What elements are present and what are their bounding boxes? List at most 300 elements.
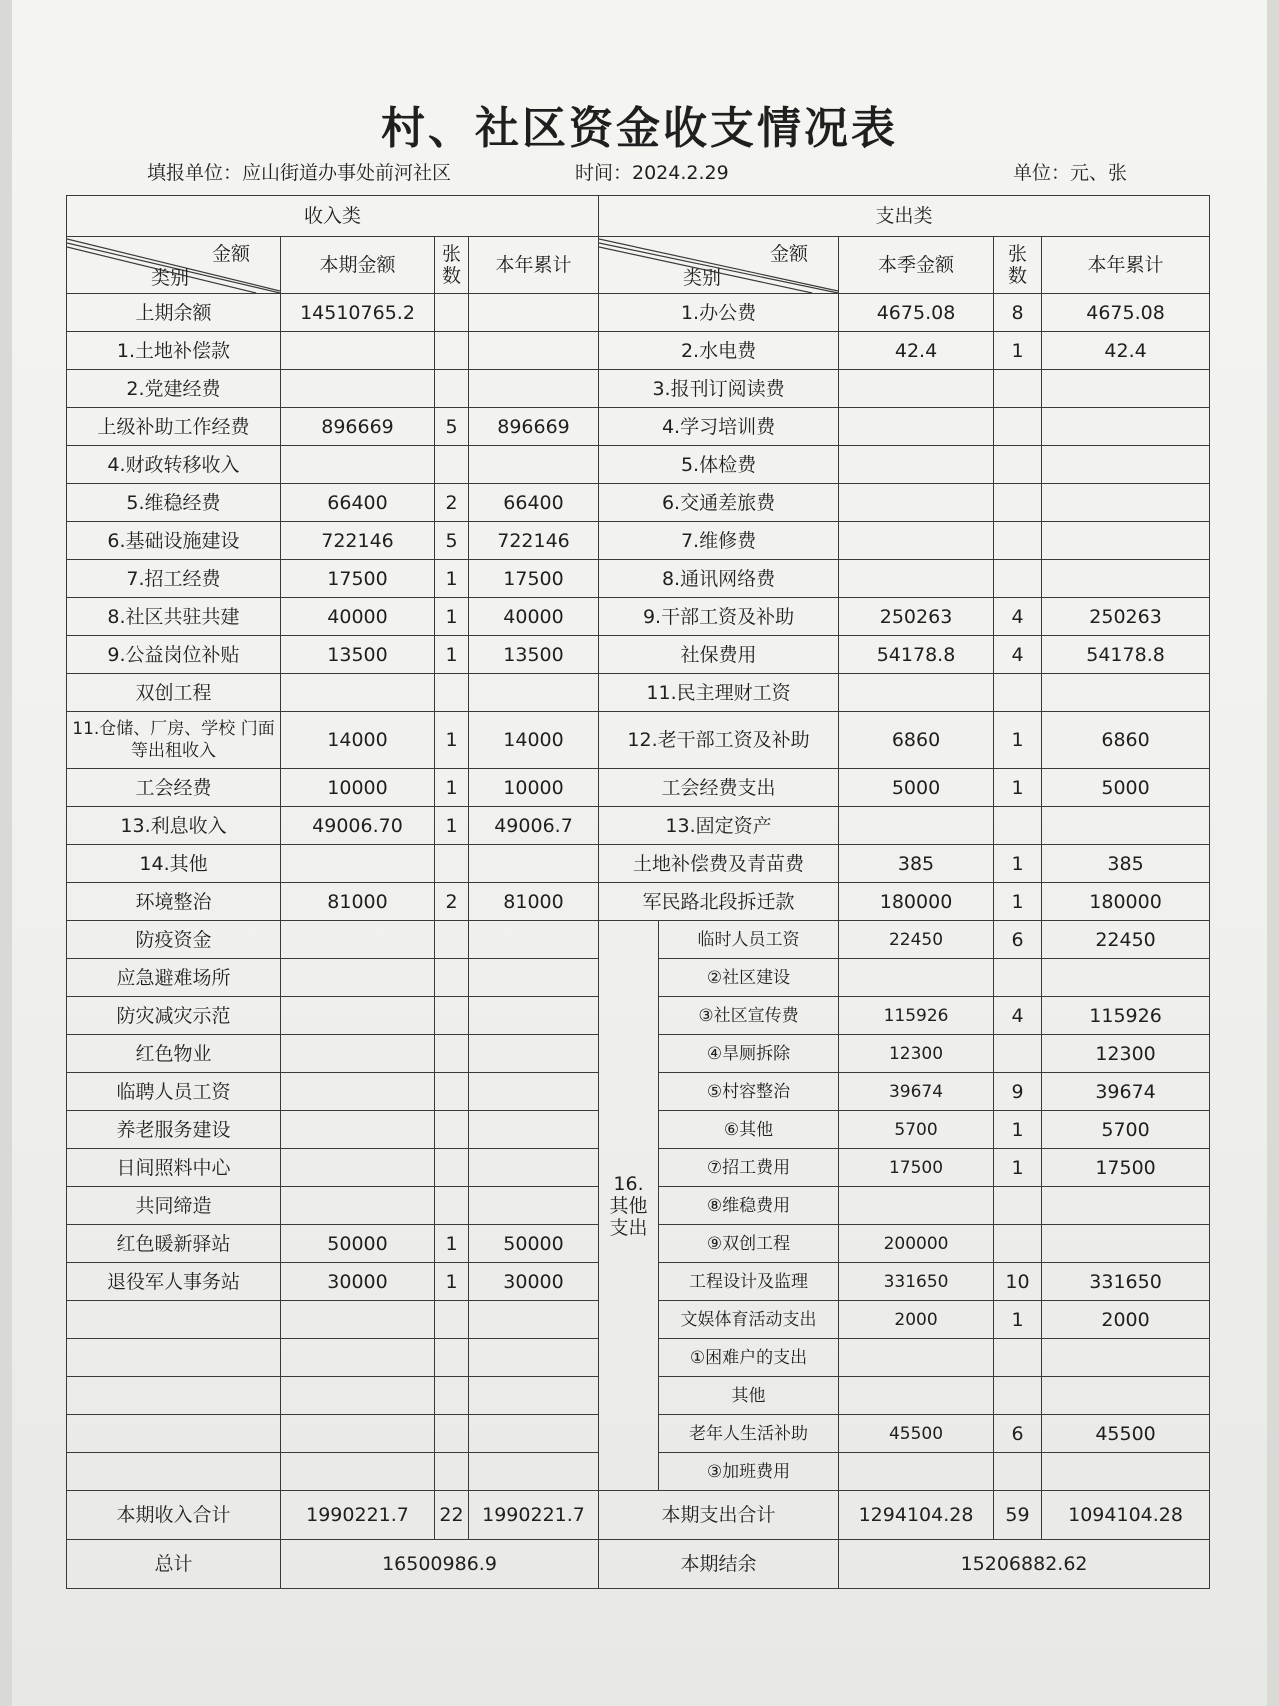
expense-item-count: [994, 370, 1042, 408]
balance-value: 15206882.62: [839, 1540, 1210, 1589]
income-item-amount: 17500: [281, 560, 435, 598]
other-expense-item-name: ⑦招工费用: [659, 1149, 839, 1187]
income-item-name: 共同缔造: [67, 1187, 281, 1225]
income-item-count: 5: [435, 408, 469, 446]
income-item-name: [67, 1415, 281, 1453]
income-item-count: 5: [435, 522, 469, 560]
income-item-ytd: [469, 997, 599, 1035]
other-expense-item-count: 1: [994, 1111, 1042, 1149]
expense-item-amount: [839, 560, 994, 598]
expense-item-name: 8.通讯网络费: [599, 560, 839, 598]
other-expense-item-ytd: [1042, 1187, 1210, 1225]
income-item-count: [435, 674, 469, 712]
income-item-name: 13.利息收入: [67, 807, 281, 845]
finance-table: [66, 195, 1210, 1589]
expense-item-count: [994, 446, 1042, 484]
table-row: [67, 560, 1210, 598]
other-expense-group-label: [599, 921, 659, 1491]
expense-item-name: 5.体检费: [599, 446, 839, 484]
grand-total-label: 总计: [67, 1540, 281, 1589]
expense-item-amount: [839, 807, 994, 845]
expense-item-amount: 4675.08: [839, 294, 994, 332]
expense-item-ytd: 6860: [1042, 712, 1210, 769]
other-expense-item-name: ②社区建设: [659, 959, 839, 997]
income-item-amount: 14000: [281, 712, 435, 769]
income-item-ytd: [469, 1187, 599, 1225]
other-expense-item-amount: 17500: [839, 1149, 994, 1187]
income-col-count: 张 数: [435, 237, 469, 294]
other-expense-item-count: [994, 1225, 1042, 1263]
expense-item-count: 1: [994, 845, 1042, 883]
income-item-ytd: 49006.7: [469, 807, 599, 845]
expense-item-name: 9.干部工资及补助: [599, 598, 839, 636]
other-expense-item-amount: [839, 1453, 994, 1491]
income-item-amount: [281, 1073, 435, 1111]
column-header-row: [67, 237, 1210, 294]
table-row: [67, 769, 1210, 807]
other-expense-item-amount: [839, 1377, 994, 1415]
income-item-ytd: 40000: [469, 598, 599, 636]
other-expense-item-ytd: [1042, 1377, 1210, 1415]
income-item-name: 4.财政转移收入: [67, 446, 281, 484]
income-item-amount: 66400: [281, 484, 435, 522]
income-item-ytd: [469, 845, 599, 883]
income-item-name: 临聘人员工资: [67, 1073, 281, 1111]
income-item-ytd: 14000: [469, 712, 599, 769]
table-row: [67, 370, 1210, 408]
other-expense-item-ytd: 2000: [1042, 1301, 1210, 1339]
other-expense-item-name: ⑧维稳费用: [659, 1187, 839, 1225]
expense-item-amount: 180000: [839, 883, 994, 921]
income-item-name: 6.基础设施建设: [67, 522, 281, 560]
table-row: [67, 294, 1210, 332]
income-item-name: [67, 1301, 281, 1339]
other-expense-item-amount: 331650: [839, 1263, 994, 1301]
income-item-amount: [281, 1187, 435, 1225]
expense-item-name: 军民路北段拆迁款: [599, 883, 839, 921]
other-expense-item-ytd: [1042, 1453, 1210, 1491]
income-item-count: 2: [435, 484, 469, 522]
expense-item-count: 1: [994, 883, 1042, 921]
income-item-ytd: 896669: [469, 408, 599, 446]
income-item-name: 红色暖新驿站: [67, 1225, 281, 1263]
income-item-amount: [281, 1339, 435, 1377]
other-expense-item-amount: 5700: [839, 1111, 994, 1149]
income-item-name: 7.招工经费: [67, 560, 281, 598]
expense-item-ytd: [1042, 807, 1210, 845]
income-item-ytd: [469, 1415, 599, 1453]
income-item-ytd: [469, 1149, 599, 1187]
expense-item-name: 土地补偿费及青苗费: [599, 845, 839, 883]
other-expense-item-count: [994, 1035, 1042, 1073]
table-row: [67, 712, 1210, 769]
other-expense-item-amount: 2000: [839, 1301, 994, 1339]
income-item-amount: 13500: [281, 636, 435, 674]
income-item-name: 工会经费: [67, 769, 281, 807]
other-expense-item-count: [994, 1339, 1042, 1377]
expense-item-ytd: 180000: [1042, 883, 1210, 921]
expense-item-name: 社保费用: [599, 636, 839, 674]
income-item-name: 8.社区共驻共建: [67, 598, 281, 636]
income-item-name: 11.仓储、厂房、学校 门面等出租收入: [67, 712, 281, 769]
other-expense-item-name: 临时人员工资: [659, 921, 839, 959]
expense-item-ytd: [1042, 370, 1210, 408]
expense-item-count: 1: [994, 332, 1042, 370]
income-item-ytd: [469, 1301, 599, 1339]
income-item-name: 14.其他: [67, 845, 281, 883]
expense-item-amount: [839, 484, 994, 522]
expense-col-amount: 本季金额: [839, 237, 994, 294]
other-expense-item-ytd: 17500: [1042, 1149, 1210, 1187]
income-item-amount: 81000: [281, 883, 435, 921]
income-item-amount: 14510765.2: [281, 294, 435, 332]
other-expense-item-amount: 22450: [839, 921, 994, 959]
income-item-name: 5.维稳经费: [67, 484, 281, 522]
other-expense-item-count: 10: [994, 1263, 1042, 1301]
document-title: 村、社区资金收支情况表: [381, 103, 898, 154]
other-expense-item-name: ⑤村容整治: [659, 1073, 839, 1111]
income-item-count: [435, 1149, 469, 1187]
income-item-ytd: [469, 921, 599, 959]
expense-item-amount: 250263: [839, 598, 994, 636]
income-item-amount: [281, 1453, 435, 1491]
other-expense-item-count: [994, 1453, 1042, 1491]
income-item-count: [435, 1339, 469, 1377]
expense-item-name: 7.维修费: [599, 522, 839, 560]
expense-item-amount: 54178.8: [839, 636, 994, 674]
expense-item-ytd: [1042, 408, 1210, 446]
other-expense-item-ytd: 115926: [1042, 997, 1210, 1035]
expense-item-amount: [839, 674, 994, 712]
income-item-name: 防疫资金: [67, 921, 281, 959]
income-item-count: [435, 294, 469, 332]
expense-item-amount: [839, 522, 994, 560]
income-item-name: [67, 1377, 281, 1415]
income-item-amount: [281, 997, 435, 1035]
expense-total-amount: 1294104.28: [839, 1491, 994, 1540]
expense-item-name: 4.学习培训费: [599, 408, 839, 446]
other-expense-item-count: 1: [994, 1301, 1042, 1339]
expense-total-label: 本期支出合计: [599, 1491, 839, 1540]
income-total-label: 本期收入合计: [67, 1491, 281, 1540]
table-row: [67, 408, 1210, 446]
income-item-count: 1: [435, 636, 469, 674]
expense-item-ytd: [1042, 674, 1210, 712]
other-expense-item-ytd: [1042, 1225, 1210, 1263]
other-expense-item-name: ⑨双创工程: [659, 1225, 839, 1263]
income-item-amount: [281, 959, 435, 997]
other-expense-item-name: 文娱体育活动支出: [659, 1301, 839, 1339]
income-item-amount: 40000: [281, 598, 435, 636]
table-row: [67, 484, 1210, 522]
income-item-count: 1: [435, 769, 469, 807]
income-col-amount: 本期金额: [281, 237, 435, 294]
other-expense-group-text: 16.其他支出: [609, 1172, 648, 1239]
income-item-amount: 896669: [281, 408, 435, 446]
expense-item-ytd: 250263: [1042, 598, 1210, 636]
income-item-count: 1: [435, 807, 469, 845]
expense-item-count: [994, 522, 1042, 560]
income-item-ytd: [469, 332, 599, 370]
expense-item-count: 4: [994, 636, 1042, 674]
income-section-header: 收入类: [67, 196, 599, 237]
other-expense-item-amount: 39674: [839, 1073, 994, 1111]
income-item-amount: [281, 1149, 435, 1187]
income-item-ytd: [469, 1073, 599, 1111]
expense-item-count: 1: [994, 712, 1042, 769]
other-expense-item-amount: 12300: [839, 1035, 994, 1073]
income-item-name: 应急避难场所: [67, 959, 281, 997]
table-row: [67, 446, 1210, 484]
other-expense-item-ytd: 331650: [1042, 1263, 1210, 1301]
table-row: [67, 332, 1210, 370]
other-expense-item-name: 工程设计及监理: [659, 1263, 839, 1301]
income-item-ytd: 30000: [469, 1263, 599, 1301]
expense-item-ytd: 385: [1042, 845, 1210, 883]
income-item-count: [435, 370, 469, 408]
income-item-amount: 50000: [281, 1225, 435, 1263]
income-item-count: [435, 1035, 469, 1073]
expense-item-name: 12.老干部工资及补助: [599, 712, 839, 769]
income-item-count: [435, 1415, 469, 1453]
expense-item-name: 13.固定资产: [599, 807, 839, 845]
table-row: [67, 636, 1210, 674]
expense-total-ytd: 1094104.28: [1042, 1491, 1210, 1540]
income-item-name: 2.党建经费: [67, 370, 281, 408]
income-item-name: 上级补助工作经费: [67, 408, 281, 446]
diag-category-label: 类别: [151, 267, 190, 289]
other-expense-item-name: 其他: [659, 1377, 839, 1415]
expense-item-ytd: [1042, 560, 1210, 598]
table-row: [67, 674, 1210, 712]
expense-item-name: 11.民主理财工资: [599, 674, 839, 712]
income-item-name: [67, 1453, 281, 1491]
income-total-amount: 1990221.7: [281, 1491, 435, 1540]
income-item-count: [435, 1301, 469, 1339]
other-expense-item-ytd: 39674: [1042, 1073, 1210, 1111]
other-expense-item-name: ③加班费用: [659, 1453, 839, 1491]
table-row: [67, 807, 1210, 845]
income-item-amount: [281, 1301, 435, 1339]
grand-total-row: [67, 1540, 1210, 1589]
income-item-name: 红色物业: [67, 1035, 281, 1073]
income-item-amount: 49006.70: [281, 807, 435, 845]
income-item-name: 双创工程: [67, 674, 281, 712]
income-item-count: [435, 1377, 469, 1415]
table-row: [67, 883, 1210, 921]
income-item-ytd: 50000: [469, 1225, 599, 1263]
income-item-name: 9.公益岗位补贴: [67, 636, 281, 674]
expense-item-count: [994, 807, 1042, 845]
table-row: [67, 921, 1210, 959]
expense-diagonal-header: [599, 237, 839, 294]
other-expense-item-amount: 200000: [839, 1225, 994, 1263]
income-item-name: 上期余额: [67, 294, 281, 332]
expense-item-name: 1.办公费: [599, 294, 839, 332]
income-item-amount: 10000: [281, 769, 435, 807]
expense-item-count: [994, 408, 1042, 446]
expense-item-ytd: [1042, 446, 1210, 484]
income-item-count: [435, 1073, 469, 1111]
grand-total-value: 16500986.9: [281, 1540, 599, 1589]
totals-row: [67, 1491, 1210, 1540]
income-item-amount: [281, 332, 435, 370]
income-item-amount: 722146: [281, 522, 435, 560]
income-item-ytd: 17500: [469, 560, 599, 598]
expense-item-name: 6.交通差旅费: [599, 484, 839, 522]
income-item-count: [435, 1111, 469, 1149]
income-item-count: [435, 997, 469, 1035]
other-expense-item-count: [994, 959, 1042, 997]
income-item-name: 防灾减灾示范: [67, 997, 281, 1035]
income-item-ytd: 10000: [469, 769, 599, 807]
other-expense-item-name: 老年人生活补助: [659, 1415, 839, 1453]
expense-item-amount: [839, 370, 994, 408]
income-item-ytd: [469, 674, 599, 712]
income-diagonal-header: [67, 237, 281, 294]
other-expense-item-count: 4: [994, 997, 1042, 1035]
expense-col-ytd: 本年累计: [1042, 237, 1210, 294]
income-item-ytd: 722146: [469, 522, 599, 560]
income-item-name: 日间照料中心: [67, 1149, 281, 1187]
income-item-name: 退役军人事务站: [67, 1263, 281, 1301]
balance-label: 本期结余: [599, 1540, 839, 1589]
other-expense-item-count: 6: [994, 921, 1042, 959]
income-item-amount: [281, 370, 435, 408]
diag-amount-label: 金额: [211, 243, 250, 265]
reporting-unit: 填报单位：应山街道办事处前河社区: [147, 162, 452, 184]
expense-item-ytd: 4675.08: [1042, 294, 1210, 332]
income-item-ytd: 13500: [469, 636, 599, 674]
income-item-count: [435, 845, 469, 883]
other-expense-item-name: ③社区宣传费: [659, 997, 839, 1035]
expense-item-name: 3.报刊订阅读费: [599, 370, 839, 408]
income-item-ytd: 81000: [469, 883, 599, 921]
expense-item-ytd: 54178.8: [1042, 636, 1210, 674]
expense-item-ytd: 5000: [1042, 769, 1210, 807]
expense-item-amount: 5000: [839, 769, 994, 807]
income-item-count: 1: [435, 1225, 469, 1263]
report-time: 时间：2024.2.29: [575, 162, 729, 184]
other-expense-item-ytd: 5700: [1042, 1111, 1210, 1149]
other-expense-item-amount: [839, 1339, 994, 1377]
income-item-ytd: [469, 959, 599, 997]
expense-item-name: 2.水电费: [599, 332, 839, 370]
income-item-count: 1: [435, 712, 469, 769]
income-item-count: [435, 332, 469, 370]
other-expense-item-ytd: 45500: [1042, 1415, 1210, 1453]
income-item-count: [435, 1187, 469, 1225]
income-item-amount: [281, 921, 435, 959]
income-item-ytd: [469, 1035, 599, 1073]
other-expense-item-amount: 115926: [839, 997, 994, 1035]
other-expense-item-name: ④旱厕拆除: [659, 1035, 839, 1073]
expense-section-header: 支出类: [599, 196, 1210, 237]
income-item-amount: [281, 1035, 435, 1073]
income-item-count: 1: [435, 598, 469, 636]
diag-amount-label: 金额: [770, 243, 809, 265]
other-expense-item-count: [994, 1187, 1042, 1225]
table-row: [67, 522, 1210, 560]
income-item-count: [435, 446, 469, 484]
other-expense-item-ytd: 12300: [1042, 1035, 1210, 1073]
expense-item-amount: 42.4: [839, 332, 994, 370]
other-expense-item-count: 1: [994, 1149, 1042, 1187]
income-item-name: 养老服务建设: [67, 1111, 281, 1149]
income-item-count: [435, 921, 469, 959]
income-item-amount: [281, 1377, 435, 1415]
income-item-amount: [281, 1111, 435, 1149]
other-expense-item-amount: [839, 959, 994, 997]
table-row: [67, 845, 1210, 883]
table-row: [67, 598, 1210, 636]
income-item-ytd: [469, 1377, 599, 1415]
income-col-ytd: 本年累计: [469, 237, 599, 294]
income-total-count: 22: [435, 1491, 469, 1540]
expense-item-name: 工会经费支出: [599, 769, 839, 807]
expense-item-ytd: [1042, 522, 1210, 560]
income-item-ytd: [469, 1339, 599, 1377]
expense-item-amount: 385: [839, 845, 994, 883]
expense-item-amount: [839, 408, 994, 446]
income-item-amount: 30000: [281, 1263, 435, 1301]
other-expense-item-ytd: 22450: [1042, 921, 1210, 959]
expense-item-amount: [839, 446, 994, 484]
expense-item-count: [994, 484, 1042, 522]
other-expense-item-name: ⑥其他: [659, 1111, 839, 1149]
other-expense-item-count: 9: [994, 1073, 1042, 1111]
expense-item-count: 1: [994, 769, 1042, 807]
expense-col-count: 张 数: [994, 237, 1042, 294]
expense-item-count: 8: [994, 294, 1042, 332]
income-item-name: 环境整治: [67, 883, 281, 921]
income-item-amount: [281, 845, 435, 883]
income-item-count: 1: [435, 1263, 469, 1301]
income-item-ytd: [469, 446, 599, 484]
income-item-count: [435, 959, 469, 997]
measurement-units: 单位：元、张: [1013, 162, 1128, 184]
other-expense-item-count: [994, 1377, 1042, 1415]
expense-item-amount: 6860: [839, 712, 994, 769]
other-expense-item-amount: 45500: [839, 1415, 994, 1453]
income-item-amount: [281, 1415, 435, 1453]
income-item-name: 1.土地补偿款: [67, 332, 281, 370]
diag-category-label: 类别: [683, 267, 722, 289]
other-expense-item-ytd: [1042, 959, 1210, 997]
income-item-ytd: [469, 1111, 599, 1149]
income-item-amount: [281, 674, 435, 712]
income-item-ytd: 66400: [469, 484, 599, 522]
income-item-ytd: [469, 370, 599, 408]
other-expense-item-count: 6: [994, 1415, 1042, 1453]
income-item-count: 1: [435, 560, 469, 598]
other-expense-item-ytd: [1042, 1339, 1210, 1377]
other-expense-item-amount: [839, 1187, 994, 1225]
income-item-count: [435, 1453, 469, 1491]
expense-item-ytd: [1042, 484, 1210, 522]
expense-item-count: [994, 560, 1042, 598]
other-expense-item-name: ①困难户的支出: [659, 1339, 839, 1377]
expense-total-count: 59: [994, 1491, 1042, 1540]
income-item-name: [67, 1339, 281, 1377]
section-header-row: [67, 196, 1210, 237]
income-item-count: 2: [435, 883, 469, 921]
expense-item-count: [994, 674, 1042, 712]
income-total-ytd: 1990221.7: [469, 1491, 599, 1540]
expense-item-ytd: 42.4: [1042, 332, 1210, 370]
expense-item-count: 4: [994, 598, 1042, 636]
income-item-amount: [281, 446, 435, 484]
